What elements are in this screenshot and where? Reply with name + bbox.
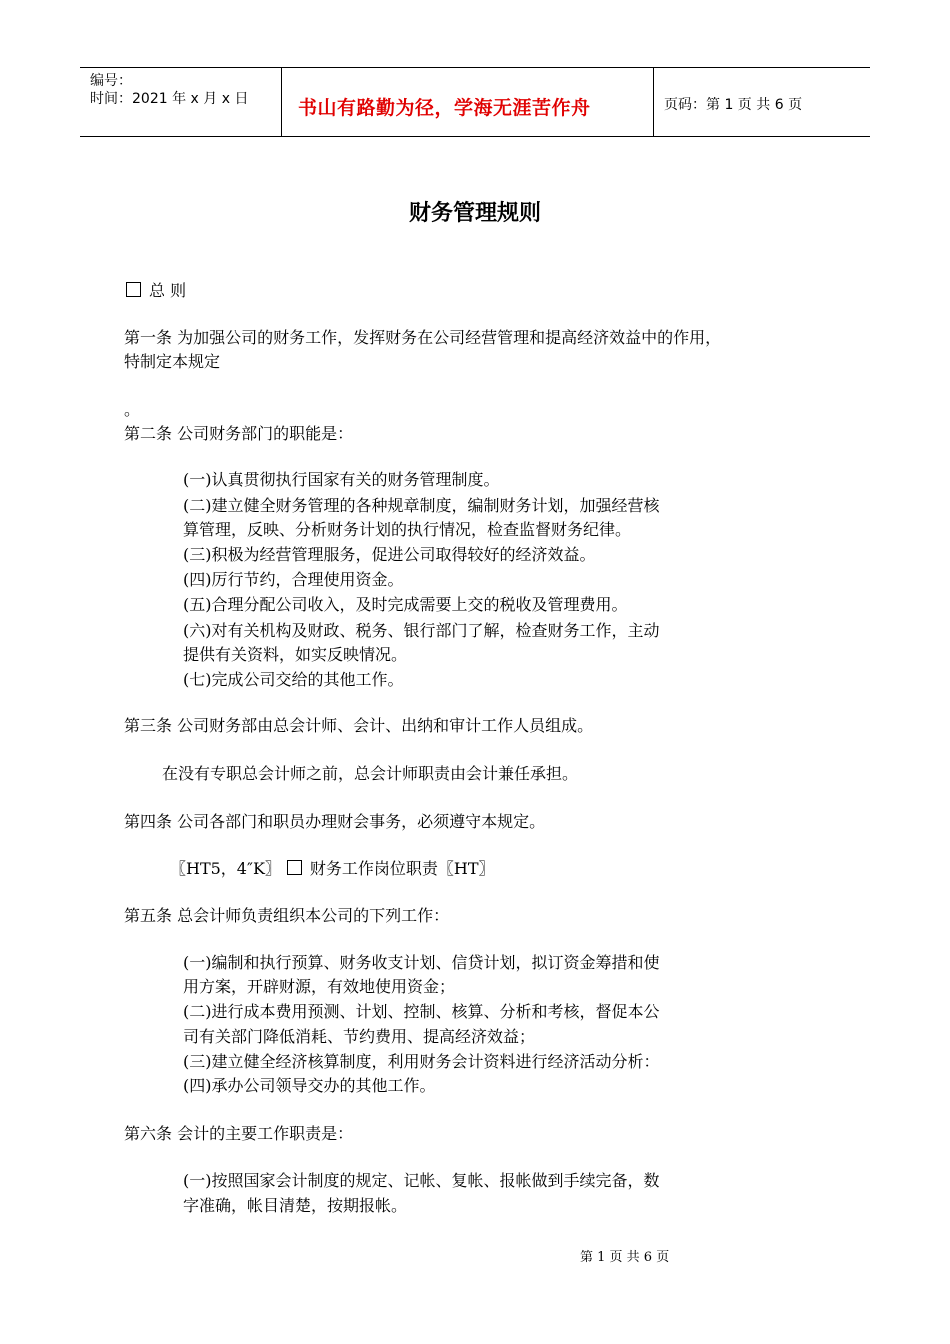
list-item: (四)厉行节约，合理使用资金。	[183, 570, 404, 589]
list-item: 用方案，开辟财源，有效地使用资金；	[183, 977, 456, 996]
article-2-heading: 第二条 公司财务部门的职能是：	[124, 424, 354, 443]
page-footer: 第 1 页 共 6 页	[580, 1250, 670, 1265]
list-item: 字准确，帐目清楚，按期报帐。	[183, 1196, 408, 1215]
list-item: (一)编制和执行预算、财务收支计划、信贷计划，拟订资金筹措和使	[183, 953, 660, 972]
list-item: (一)认真贯彻执行国家有关的财务管理制度。	[183, 470, 500, 489]
article-3-line: 第三条 公司财务部由总会计师、会计、出纳和审计工作人员组成。	[124, 716, 594, 735]
list-item: (三)建立健全经济核算制度，利用财务会计资料进行经济活动分析：	[183, 1052, 660, 1071]
section-heading-duties: 〖HT5，4″K〗 财务工作岗位职责〖HT〗	[170, 859, 495, 878]
article-6-heading: 第六条 会计的主要工作职责是：	[124, 1124, 354, 1143]
list-item: (二)建立健全财务管理的各种规章制度，编制财务计划，加强经营核	[183, 496, 660, 515]
header-motto: 书山有路勤为径，学海无涯苦作舟	[298, 97, 591, 119]
header-divider	[653, 68, 654, 136]
header-divider	[281, 68, 282, 136]
list-item: 算管理，反映、分析财务计划的执行情况，检查监督财务纪律。	[183, 520, 632, 539]
article-5-heading: 第五条 总会计师负责组织本公司的下列工作：	[124, 906, 450, 925]
checkbox-square-icon	[287, 860, 302, 875]
document-number-label: 编号：	[90, 73, 132, 89]
document-date: 时间：2021 年 x 月 x 日	[90, 91, 249, 107]
article-3-line: 在没有专职总会计师之前，总会计师职责由会计兼任承担。	[162, 764, 579, 783]
section-heading-general: 总 则	[126, 279, 186, 303]
list-item: (三)积极为经营管理服务，促进公司取得较好的经济效益。	[183, 545, 596, 564]
list-item: (四)承办公司领导交办的其他工作。	[183, 1076, 436, 1095]
list-item: (七)完成公司交给的其他工作。	[183, 670, 404, 689]
header-page-info: 页码：第 1 页 共 6 页	[664, 97, 803, 113]
list-item: 提供有关资料，如实反映情况。	[183, 645, 408, 664]
list-item: (一)按照国家会计制度的规定、记帐、复帐、报帐做到手续完备，数	[183, 1171, 660, 1190]
list-item: 司有关部门降低消耗、节约费用、提高经济效益；	[183, 1027, 536, 1046]
article-1-line: 特制定本规定	[124, 352, 221, 371]
article-1-line: 第一条 为加强公司的财务工作，发挥财务在公司经营管理和提高经济效益中的作用，	[124, 328, 722, 347]
page-title: 财务管理规则	[408, 201, 541, 226]
checkbox-square-icon	[126, 282, 141, 297]
article-1-line: 。	[124, 400, 141, 419]
list-item: (二)进行成本费用预测、计划、控制、核算、分析和考核，督促本公	[183, 1002, 660, 1021]
list-item: (六)对有关机构及财政、税务、银行部门了解，检查财务工作，主动	[183, 621, 660, 640]
article-4-line: 第四条 公司各部门和职员办理财会事务，必须遵守本规定。	[124, 812, 546, 831]
list-item: (五)合理分配公司收入，及时完成需要上交的税收及管理费用。	[183, 595, 628, 614]
